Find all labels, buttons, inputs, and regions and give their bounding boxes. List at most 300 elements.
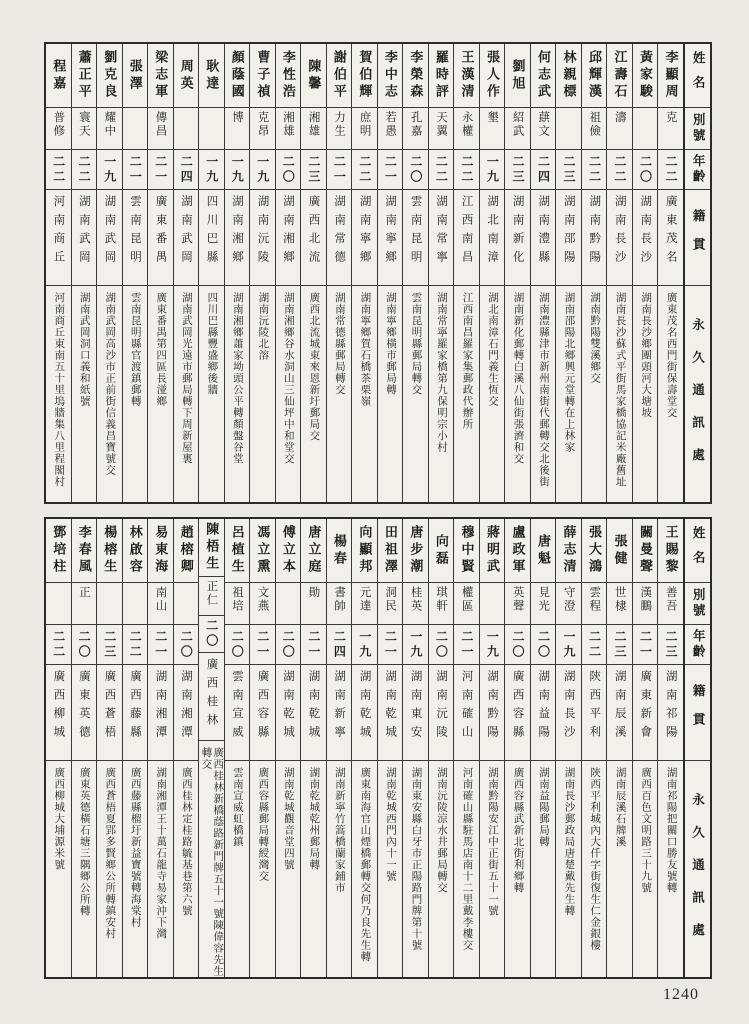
entry-age: 二二: [123, 625, 148, 665]
entry-alias: [174, 108, 199, 150]
entry-name: 林啟容: [123, 519, 148, 583]
entry-name: 耿達: [199, 44, 224, 108]
entry-origin: 河南確山: [454, 665, 479, 761]
entry-age: 二一: [123, 150, 148, 190]
entry-address: 湖南黔陽雙溪鄉交: [589, 292, 601, 384]
entry-column: [275, 44, 301, 502]
entry-address: 陝西平利城內大仟字街復生仁金銀樓: [589, 767, 601, 951]
entry-age: 二〇: [633, 150, 658, 190]
entry-alias: [556, 108, 581, 150]
entry-name: 馮立熏: [250, 519, 275, 583]
entry-age: 二〇: [174, 625, 199, 665]
entry-name: 謝伯平: [327, 44, 352, 108]
entry-alias: 孔嘉: [403, 108, 428, 150]
entry-age: 二三: [505, 150, 530, 190]
entry-column: [632, 519, 658, 977]
entry-column: [657, 44, 683, 502]
entry-address: 湖南長沙鄉團頭河大塘坡: [640, 292, 652, 419]
entry-address: 廣西桂林新橋蔭路新門牌五十一號陳偉容先生轉交: [200, 746, 224, 977]
entry-address: 江西南昌羅家集郵政代辦所: [461, 292, 473, 430]
entry-age: 二三: [301, 150, 326, 190]
entry-alias: 克: [658, 108, 683, 150]
page-number: 1240: [663, 986, 699, 1003]
entry-origin: 湖南邵陽: [556, 190, 581, 286]
entry-age: 二四: [174, 150, 199, 190]
entry-age: 二二: [352, 150, 377, 190]
entry-name: 何志武: [531, 44, 556, 108]
entry-name: 王賜黎: [658, 519, 683, 583]
entry-alias: [480, 583, 505, 625]
entry-age: 二〇: [531, 625, 556, 665]
header-name: 姓名: [685, 519, 710, 583]
entry-age: 二四: [327, 625, 352, 665]
entry-age: 一九: [556, 625, 581, 665]
entry-alias: 祖培: [225, 583, 250, 625]
entry-origin: 湖南新化: [505, 190, 530, 286]
header-address: 永久通訊處: [690, 792, 705, 956]
entry-address: 廣東茂名西門街保壽堂交: [665, 292, 677, 419]
header-origin: 籍貫: [685, 190, 710, 286]
entry-origin: 湖南沅陵: [250, 190, 275, 286]
entry-column: [581, 519, 607, 977]
entry-name: 蕭正平: [72, 44, 97, 108]
entry-address: 廣西北流城東來恩新圩郵局交: [308, 292, 320, 442]
header-origin: 籍貫: [685, 665, 710, 761]
entry-origin: 湖南黔陽: [480, 665, 505, 761]
entry-alias: 寰天: [72, 108, 97, 150]
entry-name: 唐魁: [531, 519, 556, 583]
entry-origin: 廣西柳城: [46, 665, 71, 761]
entry-origin: 廣東英德: [72, 665, 97, 761]
entry-column: [147, 44, 173, 502]
entry-origin: 廣西容縣: [250, 665, 275, 761]
entry-name: 薛志清: [556, 519, 581, 583]
entry-name: 顏蔭國: [225, 44, 250, 108]
entry-age: 二二: [46, 625, 71, 665]
tables-area: [44, 42, 712, 992]
entry-column: [147, 519, 173, 977]
entry-name: 梁志軍: [148, 44, 173, 108]
entry-origin: 湖南乾城: [378, 665, 403, 761]
entry-origin: 湖南長沙: [556, 665, 581, 761]
entry-address: 湖南東安縣白牙市正陽路門牌第十號: [410, 767, 422, 951]
entry-origin: 湖南新寧: [327, 665, 352, 761]
entry-name: 程嘉: [46, 44, 71, 108]
entry-column: [224, 519, 250, 977]
entry-column: [300, 44, 326, 502]
entry-origin: 廣西容縣: [505, 665, 530, 761]
entry-age: 二〇: [403, 150, 428, 190]
header-address: 永久通訊處: [690, 317, 705, 481]
entry-origin: 湖南湘潭: [174, 665, 199, 761]
entry-age: 二一: [454, 625, 479, 665]
entry-age: 二二: [72, 150, 97, 190]
entry-address: 廣西百色文明路三十九號: [640, 767, 652, 894]
entry-origin: 湖南黔陽: [582, 190, 607, 286]
entry-name: 王漢清: [454, 44, 479, 108]
entry-age: 二〇: [505, 625, 530, 665]
entry-alias: 墾: [480, 108, 505, 150]
entry-alias: 蕻文: [531, 108, 556, 150]
entry-name: 陳馨: [301, 44, 326, 108]
entry-name: 劉克良: [97, 44, 122, 108]
entry-name: 張人作: [480, 44, 505, 108]
entry-column: [46, 44, 71, 502]
entry-name: 林親標: [556, 44, 581, 108]
entry-address: 湖南乾城西門內十一號: [384, 767, 396, 882]
entry-column: [504, 44, 530, 502]
entry-origin: 湖南武岡: [72, 190, 97, 286]
entry-age: 二二: [429, 150, 454, 190]
entry-age: 二二: [582, 625, 607, 665]
entry-alias: 若愚: [378, 108, 403, 150]
entry-age: 二一: [378, 150, 403, 190]
entry-origin: 湖南東安: [403, 665, 428, 761]
entry-name: 張大鴻: [582, 519, 607, 583]
entry-alias: 力生: [327, 108, 352, 150]
entry-age: 一九: [199, 150, 224, 190]
entry-name: 楊春: [327, 519, 352, 583]
entry-origin: 湖南祁陽: [658, 665, 683, 761]
entry-age: 一九: [403, 625, 428, 665]
entry-alias: 傳昌: [148, 108, 173, 150]
entry-origin: 廣西藤縣: [123, 665, 148, 761]
entry-address: 湖南辰溪石牌溪: [614, 767, 626, 848]
entry-origin: 湖南武岡: [97, 190, 122, 286]
entry-column: [377, 519, 403, 977]
entry-column: [453, 44, 479, 502]
entry-column: [224, 44, 250, 502]
entry-address: 湖南乾城觀音堂四號: [282, 767, 294, 871]
entry-origin: 湖南湘鄉: [276, 190, 301, 286]
entry-alias: 紹武: [505, 108, 530, 150]
header-age: 年齡: [685, 150, 710, 190]
entry-address: 湖南湘鄉蕭家坳頭公平轉顏盤谷堂: [231, 292, 243, 465]
entry-address: 湖南寧鄉橫市郵局轉: [384, 292, 396, 396]
entry-name: 賀伯輝: [352, 44, 377, 108]
entry-origin: 湖南乾城: [276, 665, 301, 761]
entry-origin: 廣西北流: [301, 190, 326, 286]
entry-origin: 湖南寧鄉: [352, 190, 377, 286]
entry-address: 廣西容縣武新北街利鄉轉: [512, 767, 524, 894]
entry-column: [453, 519, 479, 977]
entry-address: 湖南長沙蘇式平街馬家橋協記米廠舊址: [614, 292, 626, 488]
entry-origin: 廣西桂林: [199, 653, 224, 741]
entry-name: 唐立庭: [301, 519, 326, 583]
entry-name: 呂植生: [225, 519, 250, 583]
header-alias: 別號: [685, 583, 710, 625]
entry-address: 湖南邵陽北鄉興元堂轉在上林家: [563, 292, 575, 453]
entry-age: 二二: [658, 150, 683, 190]
entry-address: 湖南常寧羅家橋第九保明宗小村: [435, 292, 447, 453]
entry-age: 二一: [250, 625, 275, 665]
entry-name: 盧政軍: [505, 519, 530, 583]
entry-column: [632, 44, 658, 502]
entry-address: 湖北南漳石門義生恆交: [487, 292, 498, 407]
entry-address: 湖南寧鄉賀石橋茶栗嶺: [359, 292, 371, 407]
entry-age: 一九: [250, 150, 275, 190]
entry-alias: 耀中: [97, 108, 122, 150]
entry-origin: 廣西蒼梧: [97, 665, 122, 761]
entry-column: [377, 44, 403, 502]
registry-table-top: [44, 42, 712, 504]
entry-alias: [276, 583, 301, 625]
entry-age: 二〇: [276, 150, 301, 190]
entry-alias: 書帥: [327, 583, 352, 625]
entry-origin: 湖南武岡: [174, 190, 199, 286]
entry-alias: [123, 583, 148, 625]
entry-column: [122, 519, 148, 977]
entry-origin: 湖南湘鄉: [225, 190, 250, 286]
entry-address: 四川巴縣豐盛鄉後牆: [206, 292, 218, 396]
entry-alias: 洞民: [378, 583, 403, 625]
entry-name: 蔣明武: [480, 519, 505, 583]
entry-address: 廣西蒼梧夏郢多賢鄉公所轉鎮安村: [104, 767, 116, 940]
entry-origin: 湖南寧鄉: [378, 190, 403, 286]
entry-column: [71, 44, 97, 502]
entry-address: 湖南黔陽安江中正街五十一號: [487, 767, 498, 917]
entry-name: 易東海: [148, 519, 173, 583]
entry-alias: [123, 108, 148, 150]
table-header-column: [683, 519, 710, 977]
entry-origin: 廣東新會: [633, 665, 658, 761]
entry-origin: 江西南昌: [454, 190, 479, 286]
entry-column: [249, 44, 275, 502]
entry-alias: 雲程: [582, 583, 607, 625]
entry-name: 穆中賢: [454, 519, 479, 583]
entry-name: 李春風: [72, 519, 97, 583]
entry-address: 湖南新寧竹篙橋蘭家鋪市: [333, 767, 345, 894]
entry-column: [173, 519, 199, 977]
entry-alias: [174, 583, 199, 625]
header-age: 年齡: [685, 625, 710, 665]
entry-age: 二一: [301, 625, 326, 665]
entry-name: 傅立本: [276, 519, 301, 583]
entry-alias: [97, 583, 122, 625]
entry-age: 二〇: [429, 625, 454, 665]
entry-name: 關曼聲: [633, 519, 658, 583]
entry-origin: 湖南湘潭: [148, 665, 173, 761]
entry-column: [46, 519, 71, 977]
entry-alias: 守澄: [556, 583, 581, 625]
entry-column: [530, 519, 556, 977]
entry-origin: 廣東茂名: [658, 190, 683, 286]
entry-column: [351, 519, 377, 977]
entry-alias: 英聲: [505, 583, 530, 625]
entry-column: [351, 44, 377, 502]
entry-age: 二一: [148, 150, 173, 190]
entry-age: 二四: [531, 150, 556, 190]
entry-age: 二〇: [276, 625, 301, 665]
entry-address: 湖南常德縣郵局轉交: [333, 292, 345, 396]
entry-name: 羅時評: [429, 44, 454, 108]
entry-alias: 琪軒: [429, 583, 454, 625]
entry-age: 二〇: [72, 625, 97, 665]
entry-age: 二三: [556, 150, 581, 190]
entry-address: 雲南昆明縣官渡鎮郵轉: [129, 292, 141, 407]
entry-column: [300, 519, 326, 977]
entry-alias: 桂英: [403, 583, 428, 625]
entry-column: [249, 519, 275, 977]
entry-name: 唐步潮: [403, 519, 428, 583]
entry-alias: 南山: [148, 583, 173, 625]
entry-age: 一九: [225, 150, 250, 190]
entry-origin: 雲南宣威: [225, 665, 250, 761]
entry-alias: 博: [225, 108, 250, 150]
entry-column: [275, 519, 301, 977]
entry-age: 二一: [633, 625, 658, 665]
entry-column: [428, 519, 454, 977]
entry-alias: 文燕: [250, 583, 275, 625]
entry-address: 廣西藤縣榴圩新益寶號轉海棠村: [129, 767, 141, 928]
entry-age: 一九: [480, 150, 505, 190]
entry-column: [402, 44, 428, 502]
entry-age: 一九: [352, 625, 377, 665]
entry-column: [657, 519, 683, 977]
entry-alias: 湘雄: [301, 108, 326, 150]
entry-name: 李榮森: [403, 44, 428, 108]
entry-name: 張澤: [123, 44, 148, 108]
entry-address: 湖南湘潭王十萬石龍寺易家沖下灣: [155, 767, 167, 940]
entry-address: 廣西柳城大埔源米號: [53, 767, 65, 871]
entry-alias: 濤: [607, 108, 632, 150]
entry-name: 曹子禎: [250, 44, 275, 108]
entry-age: 二一: [327, 150, 352, 190]
entry-name: 黃家駿: [633, 44, 658, 108]
entry-alias: 見光: [531, 583, 556, 625]
entry-column: [96, 44, 122, 502]
table-header-column: [683, 44, 710, 502]
entry-alias: 庶明: [352, 108, 377, 150]
entry-alias: 永權: [454, 108, 479, 150]
entry-origin: 廣東番禺: [148, 190, 173, 286]
entry-age: 二二: [454, 150, 479, 190]
entry-address: 廣西桂林定桂路毓基巷第六號: [180, 767, 192, 917]
entry-age: 二三: [97, 625, 122, 665]
entry-address: 湖南澧縣津市新州南街代郵轉交北後街: [538, 292, 550, 488]
entry-age: 二三: [607, 625, 632, 665]
entry-name: 邱輝漢: [582, 44, 607, 108]
entry-name: 李中志: [378, 44, 403, 108]
entry-address: 湖南武岡高沙市正前街信義昌寶號交: [104, 292, 116, 476]
entry-address: 廣東番禺第四區長湴鄉: [155, 292, 167, 407]
entry-alias: 漢鵬: [633, 583, 658, 625]
entry-name: 李顯周: [658, 44, 683, 108]
entry-address: 湖南益陽郵局轉: [538, 767, 550, 848]
entry-age: 一九: [480, 625, 505, 665]
entry-column: [555, 44, 581, 502]
entry-name: 向顯邦: [352, 519, 377, 583]
entry-origin: 湖南澧縣: [531, 190, 556, 286]
entry-origin: 雲南昆明: [123, 190, 148, 286]
entry-alias: 天翼: [429, 108, 454, 150]
entry-address: 湖南沅陵北溶: [257, 292, 269, 361]
entry-origin: 湖南益陽: [531, 665, 556, 761]
entry-origin: 湖北南漳: [480, 190, 505, 286]
entry-column: [326, 519, 352, 977]
entry-address: 湖南祁陽把關口勝友號轉: [665, 767, 677, 894]
entry-column: [96, 519, 122, 977]
entry-origin: 湖南常德: [327, 190, 352, 286]
entry-column: [402, 519, 428, 977]
entry-alias: [633, 108, 658, 150]
entry-address: 湖南新化郵轉白溪八仙街張濟和交: [512, 292, 524, 465]
header-name: 姓名: [685, 44, 710, 108]
entry-name: 向磊: [429, 519, 454, 583]
entry-alias: 正: [72, 583, 97, 625]
entry-column: [326, 44, 352, 502]
entry-alias: 正仁: [199, 577, 224, 616]
entry-column: [479, 519, 505, 977]
entry-column: [71, 519, 97, 977]
entry-age: 二三: [658, 625, 683, 665]
entry-column: [555, 519, 581, 977]
entry-age: 二二: [46, 150, 71, 190]
entry-address: 廣東南海官山煙橋郵轉交何乃良先生轉: [359, 767, 371, 963]
entry-age: 二二: [607, 150, 632, 190]
entry-age: 二一: [148, 625, 173, 665]
registry-table-bottom: [44, 517, 712, 979]
entry-alias: [46, 583, 71, 625]
entry-column: [198, 44, 224, 502]
entry-alias: 勛: [301, 583, 326, 625]
entry-origin: 湖南乾城: [352, 665, 377, 761]
entry-address: 廣西容縣郵局轉綬灣交: [257, 767, 269, 882]
entry-origin: 湖南常寧: [429, 190, 454, 286]
entry-origin: 雲南昆明: [403, 190, 428, 286]
entry-address: 湖南武岡光遠市郵局轉下周新屋裏: [180, 292, 192, 465]
entry-name: 楊榕生: [97, 519, 122, 583]
entry-column: [606, 44, 632, 502]
entry-address: 湖南長沙郵政局唐楚戴先生轉: [563, 767, 575, 917]
header-alias: 別號: [685, 108, 710, 150]
entry-column: [606, 519, 632, 977]
entry-name: 趙榕卿: [174, 519, 199, 583]
entry-origin: 湖南辰溪: [607, 665, 632, 761]
entry-origin: 河南商丘: [46, 190, 71, 286]
entry-name: 田祖澤: [378, 519, 403, 583]
entry-name: 鄧培柱: [46, 519, 71, 583]
entry-alias: 元達: [352, 583, 377, 625]
entry-age: 二〇: [225, 625, 250, 665]
entry-alias: 世棣: [607, 583, 632, 625]
entry-name: 江壽石: [607, 44, 632, 108]
entry-origin: 四川巴縣: [199, 190, 224, 286]
entry-alias: 湘雄: [276, 108, 301, 150]
entry-column: [173, 44, 199, 502]
entry-name: 劉旭: [505, 44, 530, 108]
entry-name: 李性浩: [276, 44, 301, 108]
entry-address: 湖南武岡洞口義和紙號: [78, 292, 90, 407]
entry-age: 二一: [378, 625, 403, 665]
entry-column: [530, 44, 556, 502]
entry-address: 雲南宣威虹橋鎮: [231, 767, 243, 848]
entry-column: [198, 519, 224, 977]
entry-origin: 湖南長沙: [607, 190, 632, 286]
entry-origin: 陝西平利: [582, 665, 607, 761]
entry-address: 河南確山縣駐馬店南十二里戴李樓交: [461, 767, 473, 951]
entry-age: 二〇: [199, 616, 224, 653]
entry-origin: 湖南乾城: [301, 665, 326, 761]
entry-alias: 普修: [46, 108, 71, 150]
entry-column: [479, 44, 505, 502]
entry-address: 河南商丘東南五十里塢牆集八里程閣村: [53, 292, 65, 488]
entry-address: 廣東英德橫石塘三隅鄉公所轉: [78, 767, 90, 917]
entry-alias: 祖儉: [582, 108, 607, 150]
entry-age: 一九: [97, 150, 122, 190]
entry-address: 湖南乾城乾州郵局轉: [308, 767, 320, 871]
entry-origin: 湖南長沙: [633, 190, 658, 286]
